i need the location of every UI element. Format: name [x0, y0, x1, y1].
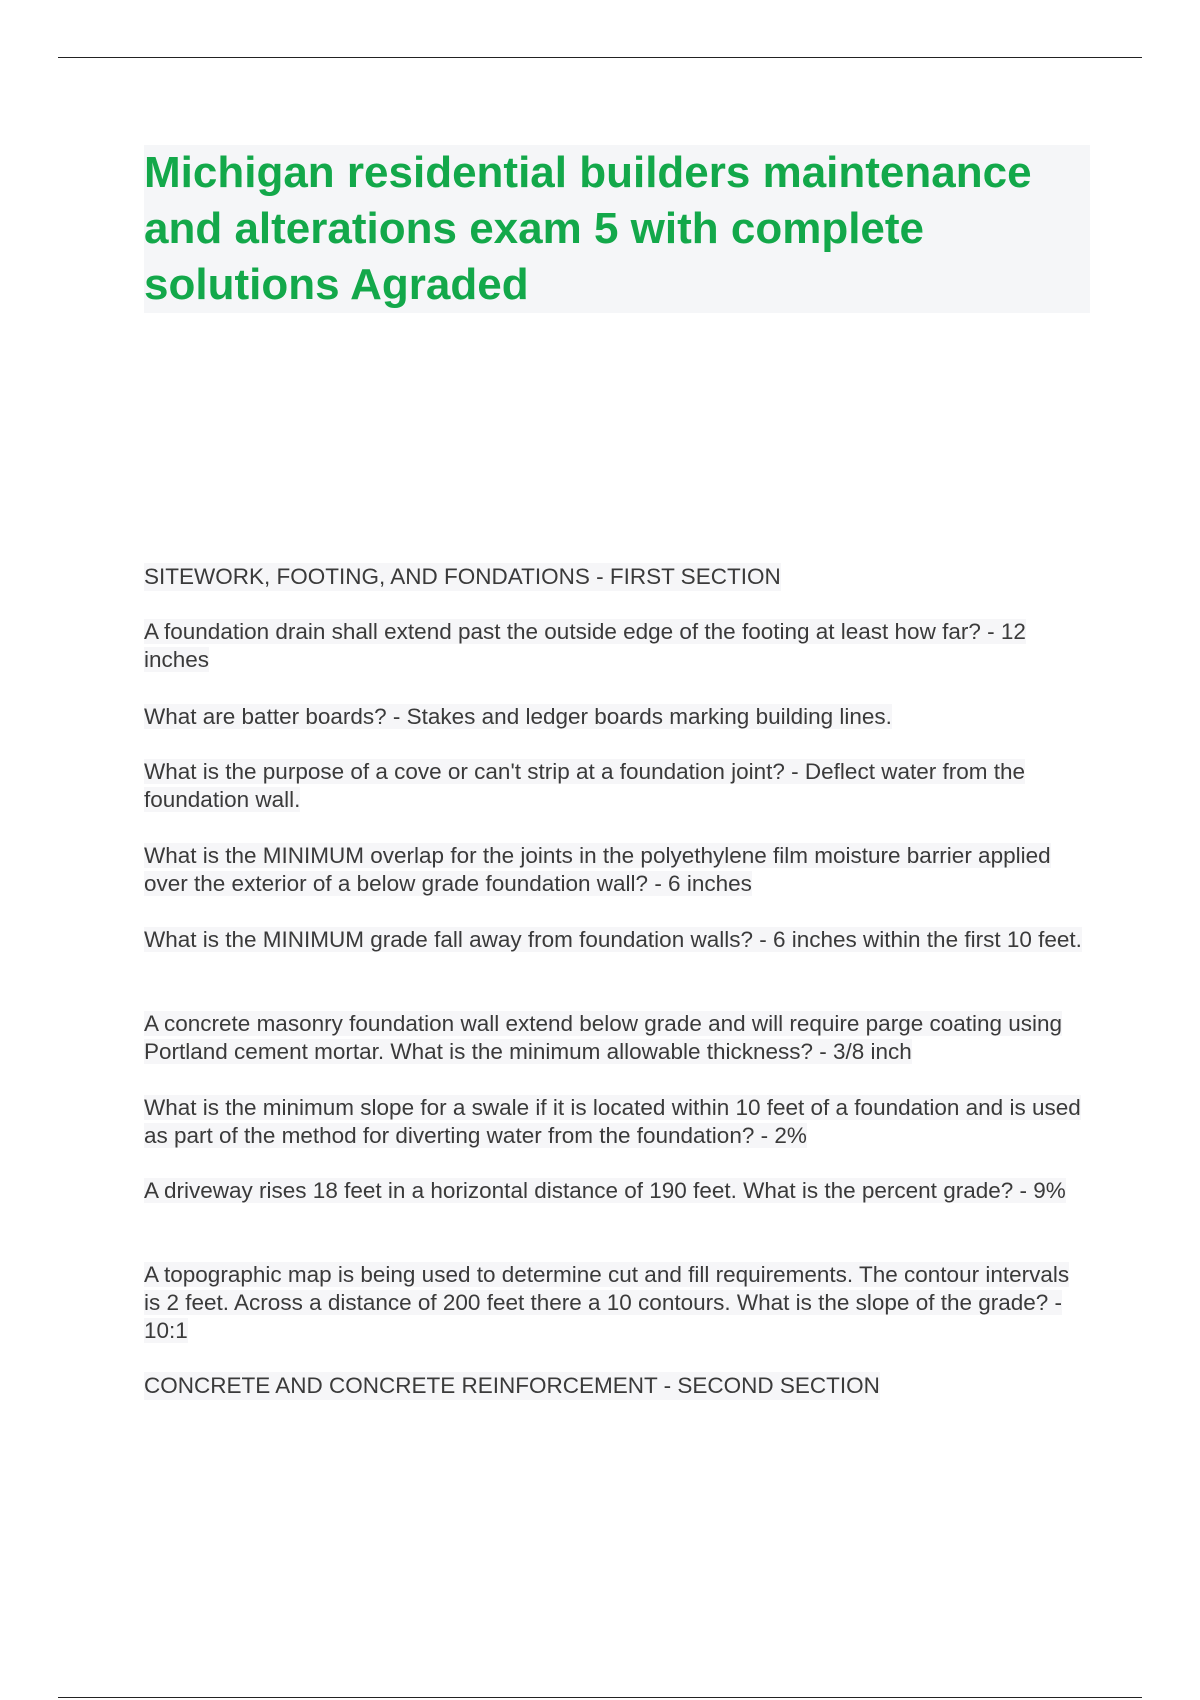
- section-heading-first: SITEWORK, FOOTING, AND FONDATIONS - FIRST SECTION: [144, 564, 781, 589]
- header-rule: [58, 57, 1142, 58]
- qa-item: What is the purpose of a cove or can't strip at a foundation joint? - Deflect water from the foundation wall.: [144, 759, 1025, 812]
- title-area: [144, 145, 1090, 313]
- qa-item: A foundation drain shall extend past the outside edge of the footing at least how far? - 12 inches: [144, 619, 1026, 672]
- qa-item: A topographic map is being used to determine cut and fill requirements. The contour intervals is 2 feet. Across a distance of 200 feet there a 10 contours. What is the slope of the grade? - 10:1: [144, 1262, 1070, 1343]
- section-heading-second: CONCRETE AND CONCRETE REINFORCEMENT - SECOND SECTION: [144, 1373, 880, 1398]
- qa-item: What is the minimum slope for a swale if it is located within 10 feet of a foundation and is used as part of the method for diverting water from the foundation? - 2%: [144, 1095, 1081, 1148]
- qa-item: What is the MINIMUM overlap for the joints in the polyethylene film moisture barrier applied over the exterior of a below grade foundation wall? - 6 inches: [144, 843, 1051, 896]
- title-block: [144, 145, 1090, 313]
- qa-item: A concrete masonry foundation wall extend below grade and will require parge coating using Portland cement mortar. What is the minimum allowable thickness? - 3/8 inch: [144, 1011, 1063, 1064]
- qa-item: A driveway rises 18 feet in a horizontal distance of 190 feet. What is the percent grade? - 9%: [144, 1178, 1066, 1203]
- qa-item: What is the MINIMUM grade fall away from foundation walls? - 6 inches within the first 10 feet.: [144, 927, 1082, 952]
- qa-item: What are batter boards? - Stakes and ledger boards marking building lines.: [144, 704, 892, 729]
- footer-rule: [58, 1697, 1142, 1698]
- document-title: Michigan residential builders maintenance and alterations exam 5 with complete solutions Agraded: [144, 148, 1032, 309]
